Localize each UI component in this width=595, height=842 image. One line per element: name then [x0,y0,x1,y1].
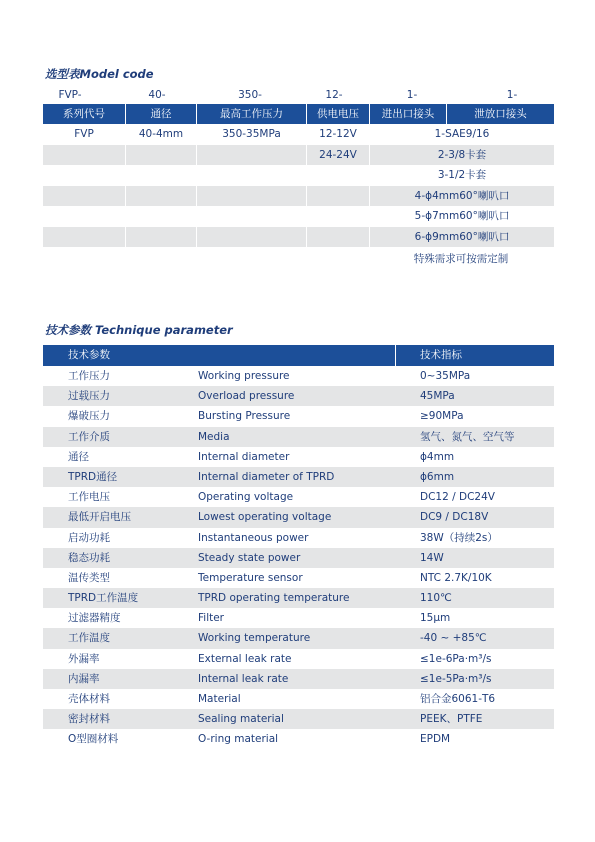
header-diameter: 通径 [126,104,197,124]
cell-voltage: 12-12V [307,124,370,145]
param-en: TPRD operating temperature [198,592,350,605]
param-zh: 工作电压 [68,491,110,504]
code-part-diameter: 40- [148,89,166,101]
header-series: 系列代号 [43,104,126,124]
param-zh: 稳态功耗 [68,551,110,564]
param-value: 14W [420,551,444,564]
cell-connector: 4-ϕ4mm60°喇叭口 [370,186,554,207]
param-en: Temperature sensor [198,571,303,584]
table-row [43,186,554,207]
cell-series [43,186,126,207]
param-value: 0~35MPa [420,370,471,382]
code-part-inlet: 1- [406,89,418,101]
param-en: O-ring material [198,733,279,746]
param-en: Media [198,430,230,443]
param-en: Sealing material [198,713,284,726]
param-value: DC9 / DC18V [420,511,489,524]
param-zh: 最低开启电压 [68,511,131,524]
code-part-pressure: 350- [238,89,262,101]
cell-pressure [197,145,307,166]
param-zh: 工作压力 [68,370,110,382]
model-code-title: 选型表Model code [45,67,154,81]
table-row [43,165,554,186]
param-en: Instantaneous power [198,531,309,544]
param-zh: 温传类型 [68,571,110,584]
cell-connector: 2-3/8卡套 [370,145,554,166]
table-row [43,568,554,588]
table-row [43,145,554,166]
cell-voltage: 24-24V [307,145,370,166]
cell-series: FVP [43,124,126,145]
cell-connector: 1-SAE9/16 [434,128,490,140]
table-row [43,669,554,689]
cell-series [43,206,126,227]
table-row [43,608,554,628]
param-zh: 壳体材料 [68,693,110,705]
model-code-header [43,104,554,124]
cell-pressure [197,206,307,227]
cell-series [43,227,126,248]
param-value: NTC 2.7K/10K [420,571,492,584]
param-en: Working temperature [198,632,311,645]
param-zh: 启动功耗 [68,531,110,544]
table-row [43,507,554,527]
table-row [43,406,554,426]
param-value: DC12 / DC24V [420,491,495,504]
param-en: Working pressure [198,370,290,382]
table-row [43,447,554,467]
cell-voltage [307,186,370,207]
header-relief-port: 泄放口接头 [474,108,527,120]
param-value: ϕ6mm [420,470,455,483]
technique-table [43,366,554,750]
table-row [43,709,554,729]
param-en: Overload pressure [198,390,295,403]
param-value: 110℃ [420,592,452,605]
cell-diameter [126,227,197,248]
param-zh: 过载压力 [68,390,110,403]
param-en: Internal diameter of TPRD [198,470,335,483]
custom-note: 特殊需求可按需定制 [413,253,509,265]
table-row [43,386,554,406]
cell-voltage [307,206,370,227]
param-value: 氢气、氮气、空气等 [420,430,515,443]
param-zh: TPRD工作温度 [68,592,139,605]
param-value: 45MPa [420,390,455,403]
param-value: ≥90MPa [420,410,464,423]
table-row [43,124,554,145]
header-inlet-outlet: 进出口接头 [370,104,447,124]
param-en: Operating voltage [198,491,294,504]
param-zh: O型圈材料 [68,733,119,746]
param-zh: 外漏率 [68,652,100,665]
param-en: Material [198,693,241,705]
cell-pressure: 350-35MPa [197,124,307,145]
cell-diameter [126,165,197,186]
cell-connector: 6-ϕ9mm60°喇叭口 [370,227,554,248]
table-row [43,588,554,608]
param-en: Internal diameter [198,450,290,463]
cell-pressure [197,165,307,186]
code-part-voltage: 12- [325,89,343,101]
header-max-pressure: 最高工作压力 [197,104,307,124]
technique-header [43,345,554,366]
table-row [43,487,554,507]
param-value: EPDM [420,733,451,746]
cell-series [43,145,126,166]
table-row [43,206,554,227]
cell-diameter [126,145,197,166]
param-value: 铝合金6061-T6 [420,693,496,705]
model-code-table [43,124,554,247]
header-param: 技术参数 [68,349,110,361]
cell-pressure [197,227,307,248]
param-zh: TPRD通径 [68,470,118,483]
param-value: ≤1e-5Pa·m³/s [420,672,492,685]
table-row [43,427,554,447]
param-en: Filter [198,612,225,625]
param-zh: 爆破压力 [68,410,110,423]
table-row [43,649,554,669]
cell-connector: 5-ϕ7mm60°喇叭口 [414,210,510,222]
cell-voltage [307,165,370,186]
header-spec: 技术指标 [420,349,462,361]
table-row [43,548,554,568]
cell-diameter: 40-4mm [126,124,197,145]
cell-voltage [307,227,370,248]
param-value: 15μm [420,612,451,625]
param-en: External leak rate [198,652,292,665]
param-en: Lowest operating voltage [198,511,332,524]
table-row [43,628,554,648]
param-en: Internal leak rate [198,672,289,685]
cell-pressure [197,186,307,207]
param-en: Steady state power [198,551,301,564]
param-zh: 内漏率 [68,672,100,685]
param-zh: 通径 [68,450,89,463]
param-value: 38W（持续2s） [420,531,498,544]
param-zh: 密封材料 [68,713,110,726]
table-row [43,366,554,386]
param-value: ≤1e-6Pa·m³/s [420,652,492,665]
param-en: Bursting Pressure [198,410,291,423]
param-zh: 工作温度 [68,632,110,645]
cell-series [43,165,126,186]
param-value: ϕ4mm [420,450,455,463]
header-voltage: 供电电压 [307,104,370,124]
technique-title: 技术参数 Technique parameter [45,323,233,337]
code-part-series: FVP- [58,89,82,101]
cell-connector: 3-1/2卡套 [437,169,487,181]
param-zh: 过滤器精度 [68,612,121,625]
header-divider [395,345,396,366]
param-value: PEEK、PTFE [420,713,483,726]
model-code-parts [0,89,595,103]
param-zh: 工作介质 [68,430,110,443]
table-row [43,689,554,709]
code-part-relief: 1- [506,89,518,101]
table-row [43,729,554,749]
table-row [43,467,554,487]
cell-diameter [126,206,197,227]
param-value: -40 ~ +85℃ [420,632,487,645]
cell-diameter [126,186,197,207]
table-row [43,528,554,548]
table-row [43,227,554,248]
